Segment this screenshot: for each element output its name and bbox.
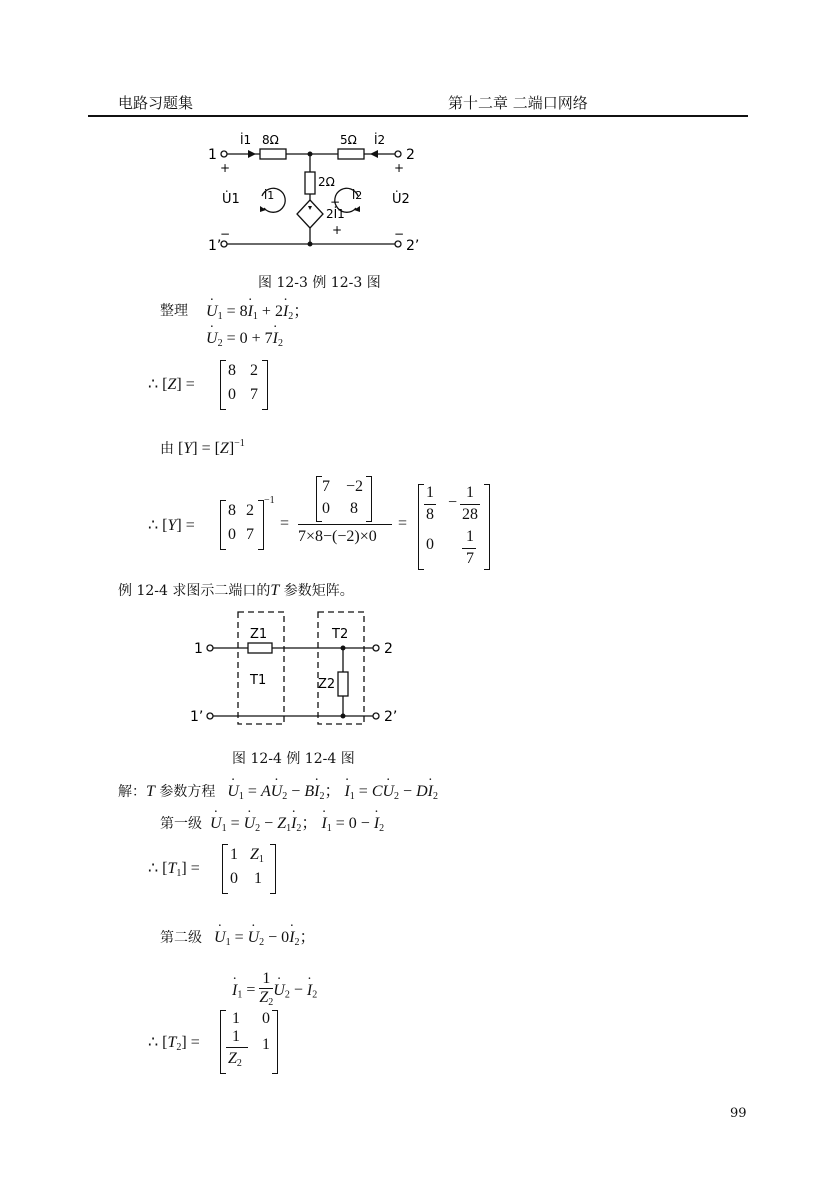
page-number: 99 xyxy=(730,1106,747,1121)
y-22-bar xyxy=(462,548,476,549)
t1-22: 1 xyxy=(254,870,262,887)
t1-11: 1 xyxy=(230,846,238,863)
first-level-equations: 第一级 · $U_1$ = · $U_2 - Z_1\cdot I_2$； · $I_1 = 0$ − · $I_2$ xyxy=(160,810,384,834)
z-matrix-22: 7 xyxy=(250,386,258,403)
source-minus: − xyxy=(330,195,341,209)
y-inv-left-bracket xyxy=(220,500,226,550)
port-1-label-2: 1 xyxy=(194,641,203,657)
t1-12: $Z_1$ xyxy=(250,846,264,865)
z-matrix-12: 2 xyxy=(250,362,258,379)
port-1-minus: − xyxy=(220,227,231,241)
port-2p-label-2: 2’ xyxy=(384,709,398,725)
t2-left-bracket xyxy=(220,1010,226,1074)
port-1-label: 1 xyxy=(208,147,217,163)
y-11-den: 8 xyxy=(426,506,434,523)
voltage-u2-label: U̇2 xyxy=(392,192,410,207)
source-plus: + xyxy=(332,223,343,237)
inverse-superscript: −1 xyxy=(264,495,275,506)
impedance-z2-label: Z2 xyxy=(318,677,336,692)
second-level-u-equation: 第二级 · $U_1$ = · $U_2 - 0\cdot I_2$； xyxy=(160,924,316,948)
header-right: 第十二章 二端口网络 xyxy=(448,94,588,112)
y-result-right-bracket xyxy=(484,484,490,570)
t2-21-bar xyxy=(226,1047,248,1048)
port-2p-label: 2’ xyxy=(406,238,420,254)
example-12-4-title: 例 12-4 求图示二端口的T 参数矩阵。 xyxy=(118,582,354,599)
adj-11: 7 xyxy=(322,478,330,495)
port-2-label-2: 2 xyxy=(384,641,393,657)
equation-u2-z: · $U_2 = 0 + 7\cdot I_2$ xyxy=(206,330,283,349)
z-matrix-21: 0 xyxy=(228,386,236,403)
solution-t-equations: 解：T 参数方程 · $U_1 = A\cdot U_2 - B\cdot I_2$； · $I_1 = C\cdot U_2 - D\cdot I_2$ xyxy=(118,778,438,802)
adj-12: −2 xyxy=(346,478,364,495)
resistor-2-label: 2Ω xyxy=(318,175,335,189)
t2-11: 1 xyxy=(232,1010,240,1027)
port-2-minus: − xyxy=(394,227,405,241)
y-12-sign: − xyxy=(448,494,458,511)
y-12-den: 28 xyxy=(462,506,478,523)
circuit-figure-12-4 xyxy=(186,606,416,736)
loop-i2-label: İ2 xyxy=(352,189,363,202)
loop-i1-label: İ1 xyxy=(264,189,275,202)
equation-u1-z: · $U_1 = 8\cdot I_1 + 2\cdot I_2$； xyxy=(206,298,309,322)
t1-left-bracket xyxy=(222,844,228,894)
determinant: 7×8−(−2)×0 xyxy=(298,528,377,545)
port-2-plus: + xyxy=(394,161,405,175)
z-matrix-left-bracket xyxy=(220,360,226,410)
resistor-5-label: 5Ω xyxy=(340,133,357,147)
block-t1-label: T1 xyxy=(250,673,267,688)
circuit-figure-12-3 xyxy=(200,126,430,256)
y-inv-22: 7 xyxy=(246,526,254,543)
t1-21: 0 xyxy=(230,870,238,887)
current-i1-label: İ1 xyxy=(240,133,252,147)
y-11-bar xyxy=(424,504,436,505)
port-1p-label-2: 1’ xyxy=(190,709,204,725)
equals-sign-1: = xyxy=(280,515,290,532)
t2-12: 0 xyxy=(262,1010,270,1027)
header-rule xyxy=(88,115,748,117)
port-2-label: 2 xyxy=(406,147,415,163)
text-zhengli: 整理 xyxy=(160,303,188,319)
y-22-den: 7 xyxy=(466,550,474,567)
equation-y-matrix: ∴ [Y] = xyxy=(148,517,195,534)
figure-12-3-caption: 图 12-3 例 12-3 图 xyxy=(258,275,381,291)
voltage-u1-label: U̇1 xyxy=(222,192,240,207)
resistor-8-label: 8Ω xyxy=(262,133,279,147)
second-level-i-equation: · $I_1$ = $\frac{1}{Z_2}$ · $U_2$ − · $I_2$ xyxy=(232,970,317,1012)
adj-22: 8 xyxy=(350,500,358,517)
impedance-z1-label: Z1 xyxy=(250,627,268,642)
y-result-left-bracket xyxy=(418,484,424,570)
figure-12-4-caption: 图 12-4 例 12-4 图 xyxy=(232,751,355,767)
t2-right-bracket xyxy=(272,1010,278,1074)
equation-y-inverse: 由 $[Y] = [Z]^{-1}$ xyxy=(160,438,245,457)
block-t2-label: T2 xyxy=(332,627,349,642)
y-11-num: 1 xyxy=(426,484,434,501)
t2-22: 1 xyxy=(262,1036,270,1053)
equation-z-matrix: ∴ [Z] = xyxy=(148,376,195,393)
header-left: 电路习题集 xyxy=(118,94,194,112)
equals-sign-2: = xyxy=(398,515,408,532)
equation-t2-matrix: ∴ $[T_2]$ = xyxy=(148,1034,200,1053)
t1-right-bracket xyxy=(270,844,276,894)
z-matrix-11: 8 xyxy=(228,362,236,379)
dependent-source-label: 2İ1 xyxy=(326,207,345,221)
z-matrix-right-bracket xyxy=(262,360,268,410)
port-1p-label: 1’ xyxy=(208,238,222,254)
y-22-num: 1 xyxy=(466,528,474,545)
current-i2-label: İ2 xyxy=(374,133,386,147)
y-12-num: 1 xyxy=(466,484,474,501)
t2-21-den: $Z_2$ xyxy=(228,1050,242,1069)
y-12-bar xyxy=(460,504,480,505)
adj-21: 0 xyxy=(322,500,330,517)
y-inv-right-bracket xyxy=(258,500,264,550)
fraction-bar-det xyxy=(298,524,392,525)
t2-21-num: 1 xyxy=(232,1028,240,1045)
y-inv-11: 8 xyxy=(228,502,236,519)
port-1-plus: + xyxy=(220,161,231,175)
y-inv-12: 2 xyxy=(246,502,254,519)
equation-t1-matrix: ∴ $[T_1]$ = xyxy=(148,860,200,879)
y-inv-21: 0 xyxy=(228,526,236,543)
adj-right-bracket xyxy=(366,476,372,522)
y-21: 0 xyxy=(426,536,434,553)
